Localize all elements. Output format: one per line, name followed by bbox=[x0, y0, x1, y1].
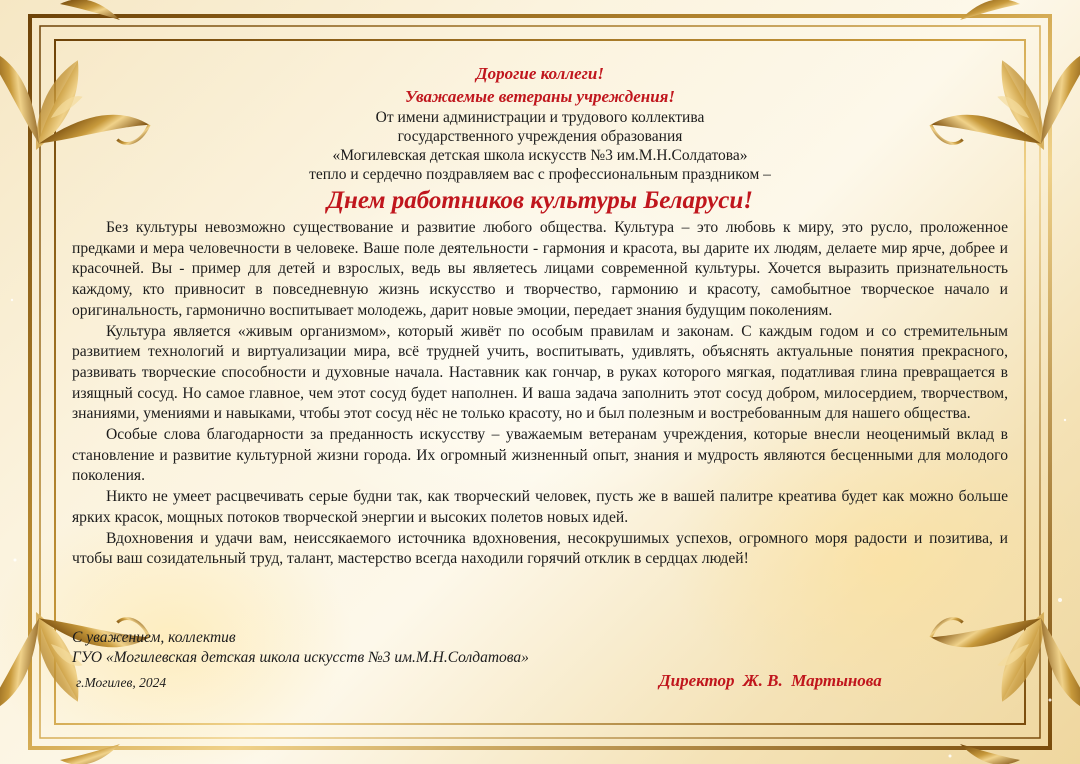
place-date: г.Могилев, 2024 bbox=[76, 675, 167, 690]
letter-content bbox=[72, 62, 1008, 570]
paragraph-2: Культура является «живым организмом», который живёт по особым правилам и законам. С каждым годом и со стремительным развитием технологий и виртуализации мира, всё трудней учить, воспитывать, удивлять, объяснять актуальные понятия прекрасного, развивать творческие способности и духовные начала. Наставник как гончар, в руках которого мягкая, податливая глина превращается в изящный сосуд. Но самое главное, чем этот сосуд будет наполнен. И ваша задача заполнить этот сосуд добром, милосердием, творчеством, знаниями, умениями и навыками, чтобы этот сосуд нёс не только красоту, но и был полезным и востребованным для нашего общества. bbox=[72, 322, 1008, 423]
holiday-title: Днем работников культуры Беларуси! bbox=[326, 187, 754, 214]
letter-body bbox=[72, 218, 1008, 570]
paragraph-3: Особые слова благодарности за преданность искусству – уважаемым ветеранам учреждения, которые внесли неоценимый вклад в становление и развитие культурной жизни города. Их огромный жизненный опыт, знания и мудрость являются бесценными для молодого поколения. bbox=[72, 426, 1008, 485]
paragraph-1: Без культуры невозможно существование и развитие любого общества. Культура – это любовь к миру, это русло, проложенное предками и мера человечности в человеке. Ваше поле деятельности - гармония и красота, вы дарите их людям, делаете мир ярче, добрее и красочней. Вы - пример для детей и взрослых, ведь вы являетесь лицами современной культуры. Хочется выразить признательность каждому, кто привносит в повседневную жизнь искусство и творчество, гармонию и красоту, самобытное творческое начало и оригинальность, гармонично воспитывает молодежь, дарит новые эмоции, передает знания будущим поколениям. bbox=[72, 219, 1008, 319]
letter-header bbox=[72, 62, 1008, 216]
header-line-4: тепло и сердечно поздравляем вас с профессиональным праздником – bbox=[309, 166, 771, 183]
signature-line-1: С уважением, коллектив bbox=[72, 629, 236, 646]
signature-line-2: ГУО «Могилевская детская школа искусств №3 им.М.Н.Солдатова» bbox=[72, 649, 529, 666]
corner-ornament-bottom-right bbox=[927, 579, 1080, 760]
greeting-veterans: Уважаемые ветераны учреждения! bbox=[404, 87, 676, 106]
header-line-3: «Могилевская детская школа искусств №3 им.М.Н.Солдатова» bbox=[332, 147, 748, 164]
signature-block bbox=[72, 628, 529, 668]
header-line-1: От имени администрации и трудового коллектива bbox=[375, 109, 705, 126]
paragraph-5: Вдохновения и удачи вам, неиссякаемого источника вдохновения, несокрушимых успехов, огромного моря радости и позитива, и чтобы ваш созидательный труд, талант, мастерство всегда находили горячий отклик в сердцах людей! bbox=[72, 529, 1008, 568]
paragraph-4: Никто не умеет расцвечивать серые будни так, как творческий человек, пусть же в вашей палитре креатива будет как можно больше ярких красок, мощных потоков творческой энергии и высоких полетов новых идей. bbox=[72, 488, 1008, 526]
corner-ornament-bottom-left bbox=[0, 579, 153, 760]
greeting-colleagues: Дорогие коллеги! bbox=[475, 64, 605, 83]
header-line-2: государственного учреждения образования bbox=[397, 128, 683, 145]
director-signature: Директор Ж. В. Мартынова bbox=[659, 671, 882, 690]
